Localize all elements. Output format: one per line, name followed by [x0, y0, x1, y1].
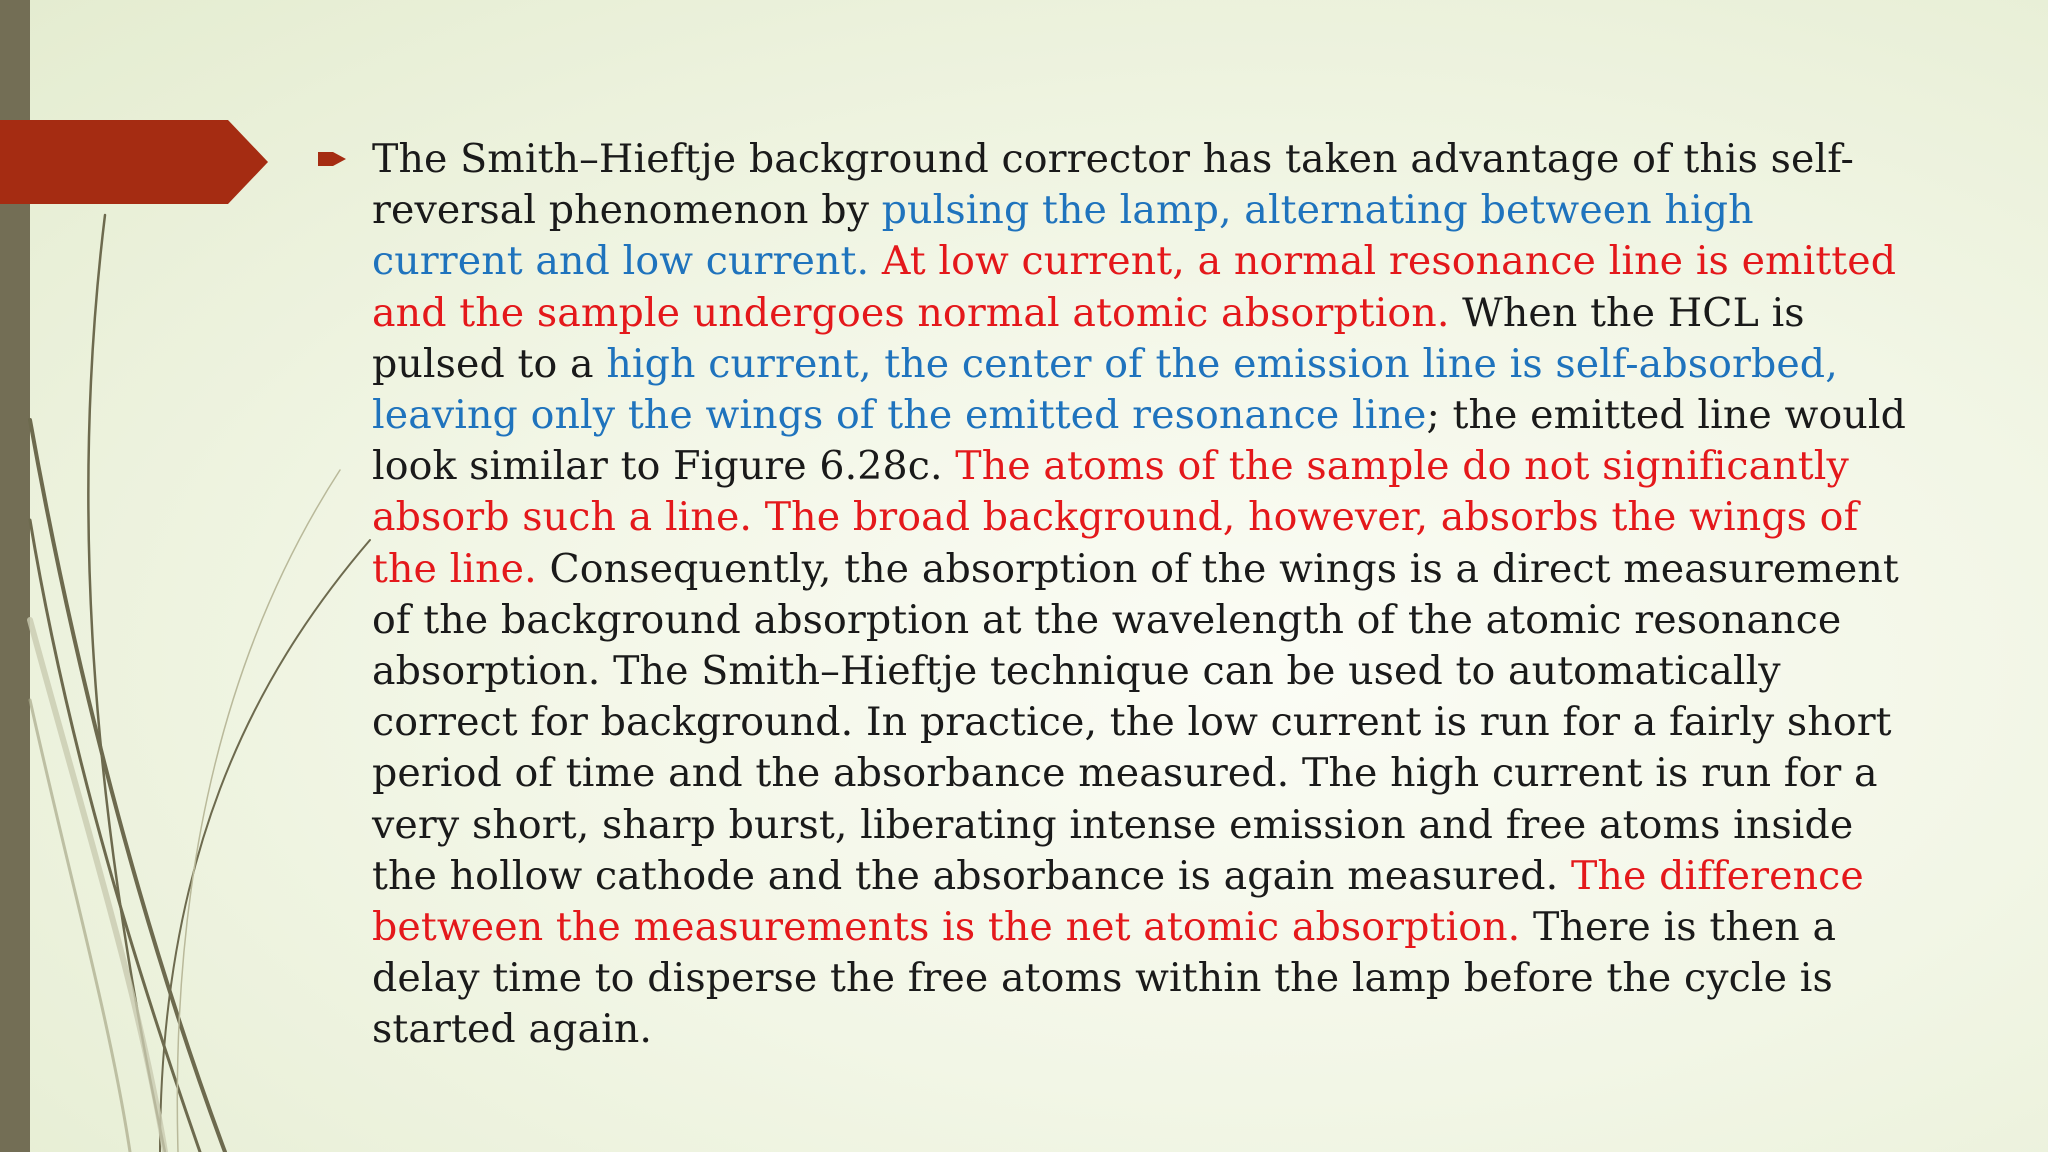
- text-highlight-red-1: At low current, a normal resonance line is emitted and the sample undergoes normal atomic absorption.: [372, 238, 1897, 336]
- text-plain-5: Consequently, the absorption of the wings is a direct measurement of the background absorption at the wavelength of the atomic resonance absorption. The Smith–Hieftje technique can be used to automatically correct for background. In practice, the low current is run for a fairly short period of time and the absorbance measured. The high current is run for a very short, sharp burst, liberating intense emission and free atoms inside the hollow cathode and the absorbance is again measured.: [372, 545, 1899, 899]
- text-highlight-red-2: The atoms of the sample do not significantly absorb such a line. The broad background, however, absorbs the wings of the line.: [372, 443, 1859, 592]
- arrow-bullet-icon: [316, 148, 348, 170]
- text-plain-6: There is then a delay time to disperse the free atoms within the lamp before the cycle is started again.: [372, 904, 1837, 1053]
- body-paragraph: [372, 134, 1912, 1056]
- text-plain-4: ; the emitted line would look similar to Figure 6.28c.: [372, 392, 1906, 490]
- text-highlight-red-3: The difference between the measurements is the net atomic absorption.: [372, 852, 1864, 951]
- text-plain-3: When the HCL is pulsed to a: [372, 289, 1805, 387]
- text-plain-2: [869, 238, 882, 284]
- text-highlight-blue-2: high current, the center of the emission line is self-absorbed, leaving only the wings of the emitted resonance line: [372, 340, 1838, 439]
- text-highlight-blue-1: pulsing the lamp, alternating between high current and low current.: [372, 187, 1754, 285]
- slide-content: [316, 134, 1916, 1056]
- text-plain-1: The Smith–Hieftje background corrector has taken advantage of this self-reversal phenomenon by: [372, 136, 1854, 234]
